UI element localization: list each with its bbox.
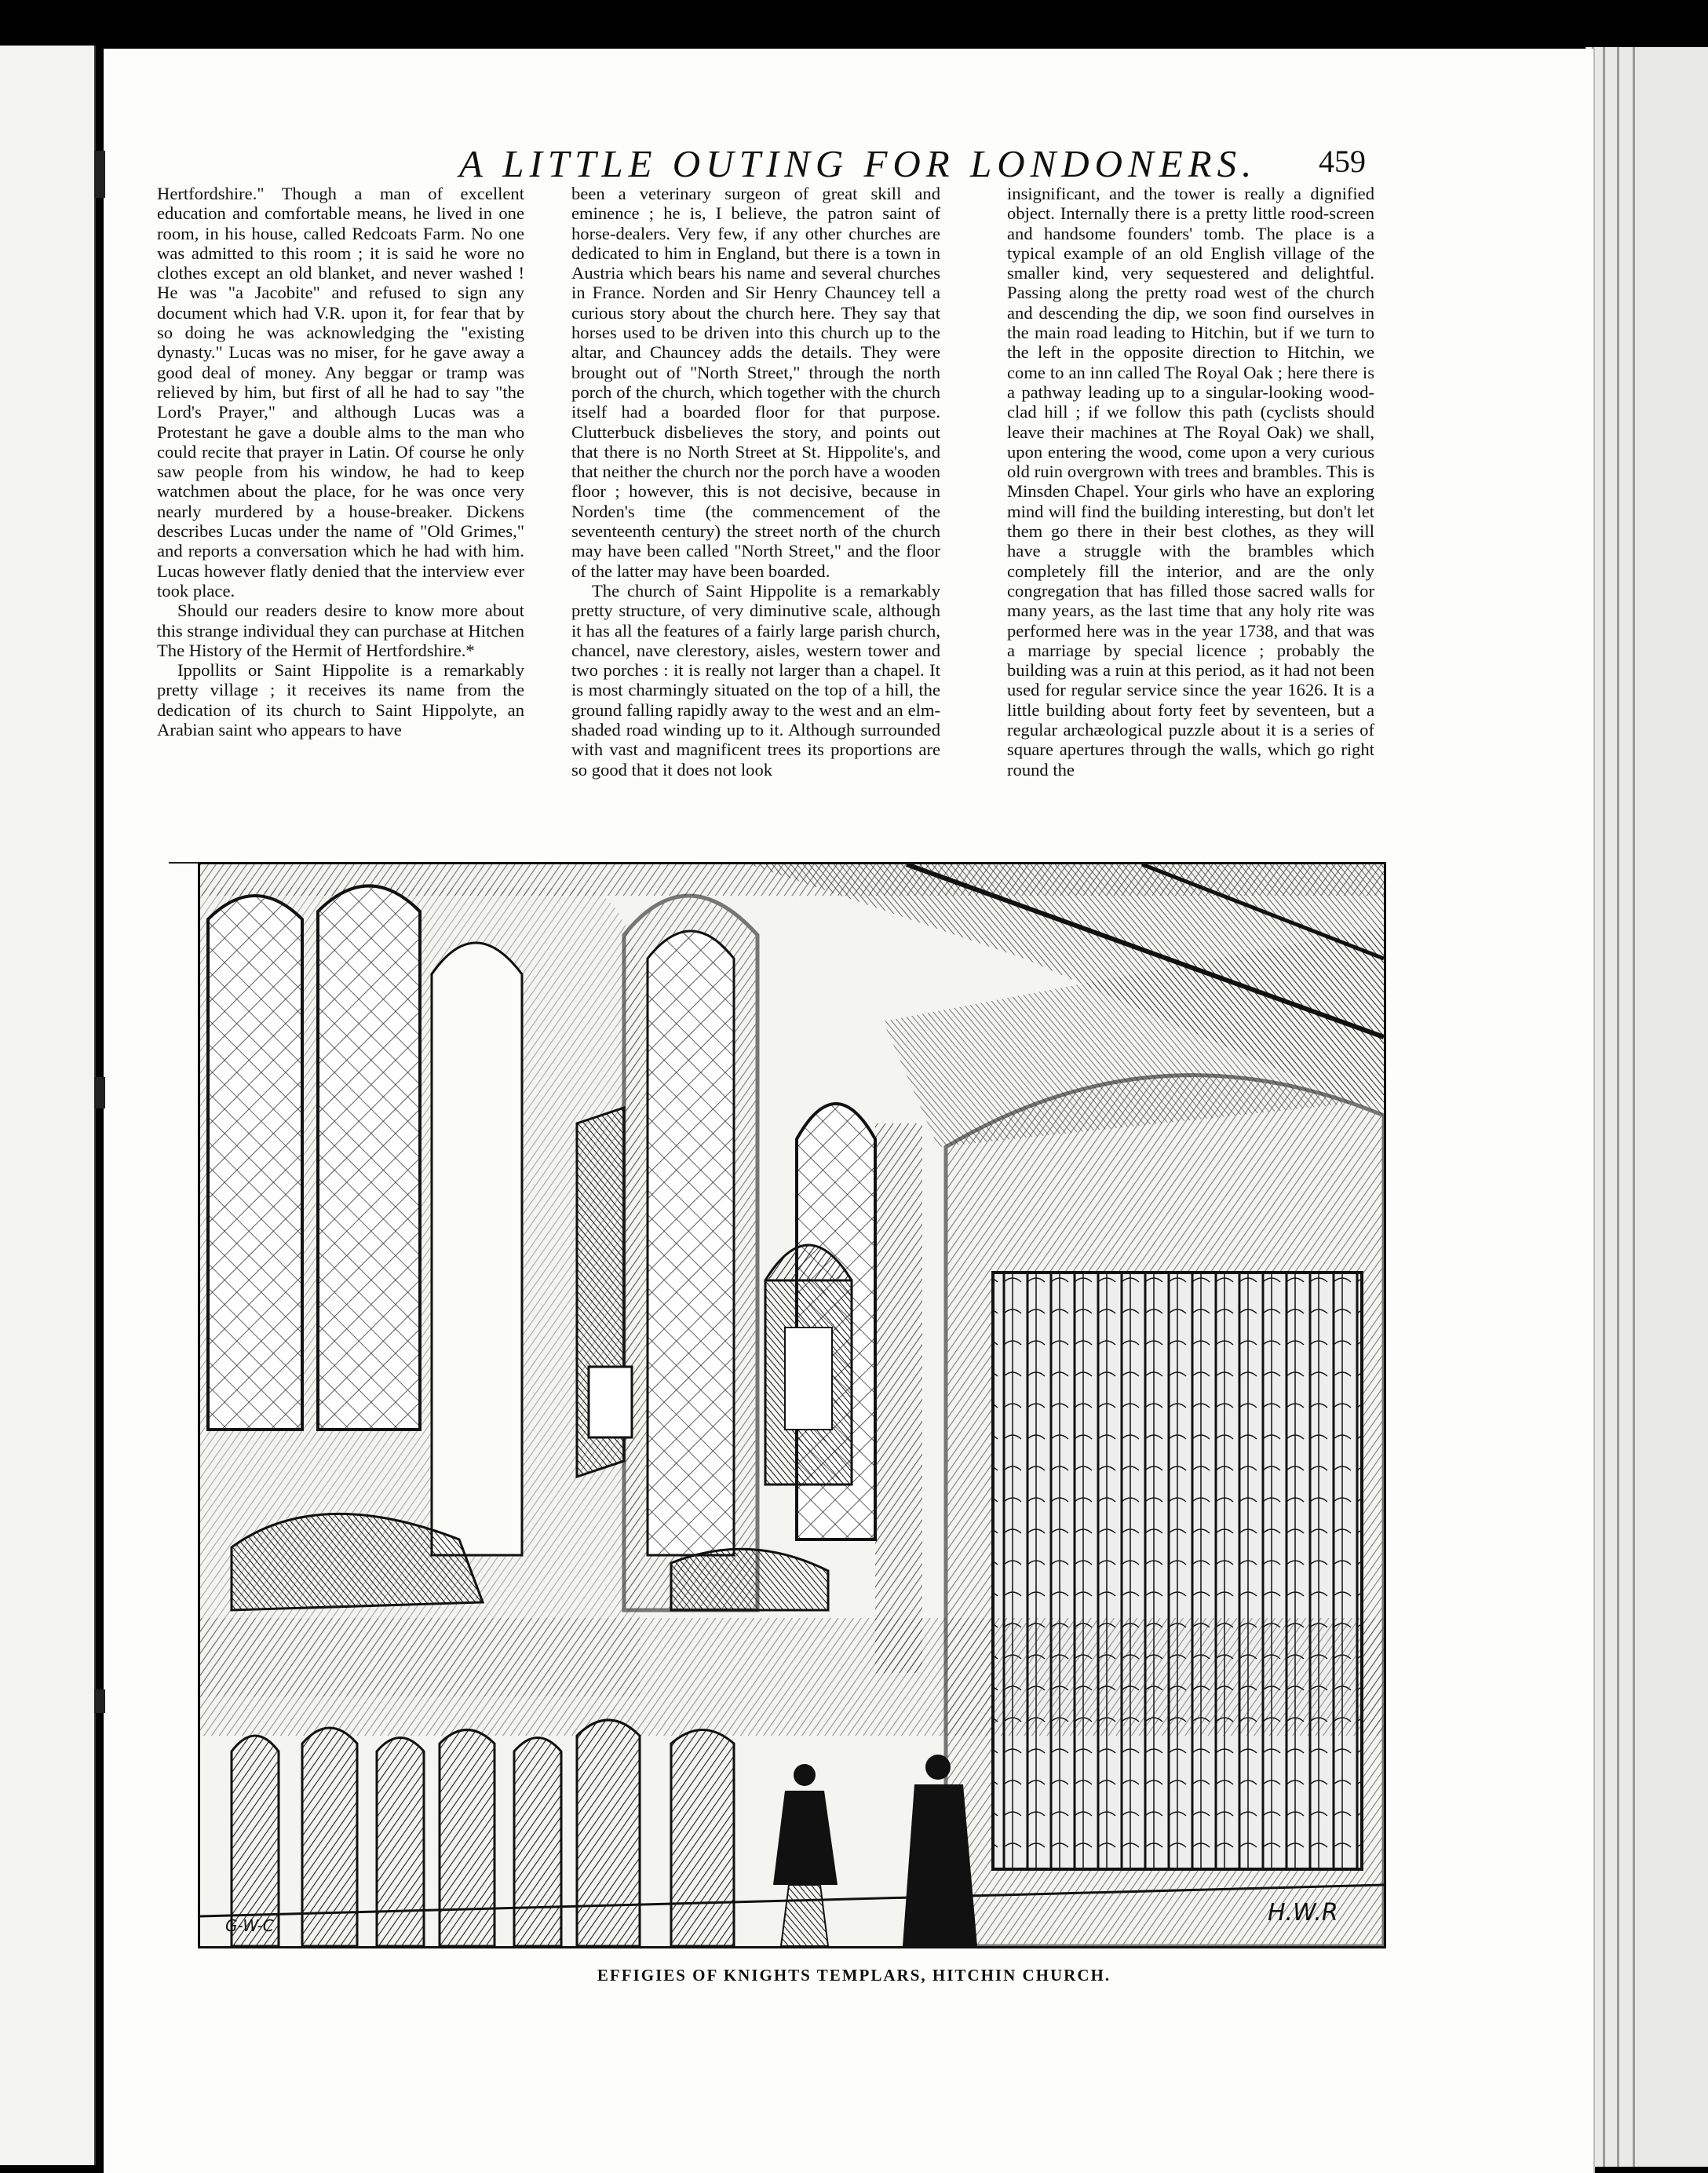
paragraph: Ippollits or Saint Hippolite is a remarkably pretty village ; it receives its name from the dedication of its church to Saint Hippolyte, an Arabian saint who appears to have [157,660,524,740]
paragraph: been a veterinary surgeon of great skill and eminence ; he is, I believe, the patron saint of horse-dealers. Very few, if any other churches are dedicated to him in England, but there is a town in Austria which bears his name and several churches in France. Norden and Sir Henry Chauncey tell a curious story about the church here. They say that horses used to be driven into this church up to the altar, and Chauncey adds the details. They were brought out of "North Street," through the north porch of the church, which together with the church itself had a boarded floor for that purpose. Clutterbuck disbelieves the story, and points out that there is no North Street at St. Hippolite's, and that neither the church nor the porch have a wooden floor ; however, this is not decisive, because in Norden's time (the commencement of the seventeenth century) the street north of the church may have been called "North Street," and the floor of the latter may have been boarded. [571,184,940,581]
engraving-drawing [200,864,1384,1946]
paragraph: insignificant, and the tower is really a dignified object. Internally there is a pretty little rood-screen and handsome founders' tomb. The place is a typical example of an old English village of the smaller kind, very sequestered and delightful. Passing along the pretty road west of the church and descending the dip, we soon find ourselves in the main road leading to Hitchin, but if we turn to the left in the opposite direction to Hitchin, we come to an inn called The Royal Oak ; here there is a pathway leading up to a singular-looking wood-clad hill ; if we follow this path (cyclists should leave their machines at The Royal Oak) we shall, upon entering the wood, come upon a very curious old ruin overgrown with trees and brambles. This is Minsden Chapel. Your girls who have an exploring mind will find the building interesting, but don't let them go there in their best clothes, as they will have a struggle with the brambles which completely fill the interior, and are the only congregation that has filled those sacred walls for many years, as the last time that any holy rite was performed here was in the year 1738, and that was a marriage by special licence ; probably the building was a ruin at this period, as it had not been used for regular service since the year 1626. It is a little building about forty feet by seventeen, but a regular archæological puzzle about it is a series of square apertures through the walls, which go right round the [1007,184,1374,780]
paragraph: Should our readers desire to know more about this strange individual they can purchase at Hitchen The History of the Hermit of Hertfordshire.* [157,601,524,660]
engraver-signature: G-W-C [225,1916,274,1935]
text-column-2 [571,184,940,780]
church-interior-engraving [198,862,1386,1948]
page-number: 459 [1319,144,1366,179]
text-column-3 [1007,184,1374,780]
page-stack-edge [1586,47,1708,2167]
illustration-caption: EFFIGIES OF KNIGHTS TEMPLARS, HITCHIN CHURCH. [597,1966,1111,1985]
running-title: A LITTLE OUTING FOR LONDONERS. [459,142,1257,185]
text-column-1 [157,184,524,740]
page-header [0,96,1708,185]
binding-mark [94,1077,105,1108]
paragraph: The church of Saint Hippolite is a remarkably pretty structure, of very diminutive scale, although it has all the features of a fairly large parish church, chancel, nave clerestory, aisles, western tower and two porches : it is really not larger than a chapel. It is most charmingly situated on the top of a hill, the ground falling rapidly away to the west and an elm-shaded road winding up to it. Although surrounded with vast and magnificent trees its proportions are so good that it does not look [571,580,940,780]
paragraph: Hertfordshire." Though a man of excellent education and comfortable means, he lived in one room, in his house, called Redcoats Farm. No one was admitted to this room ; it is said he wore no clothes except an old blanket, and never washed ! He was "a Jacobite" and refused to sign any document which had V.R. upon it, for fear that by so doing he was acknowledging the "existing dynasty." Lucas was no miser, for he gave away a good deal of money. Any beggar or tramp was relieved by him, but first of all he had to say "the Lord's Prayer," and although Lucas was a Protestant he gave a double alms to the man who could recite that prayer in Latin. Of course he only saw people from his window, he had to keep watchmen about the place, for he was once very nearly murdered by a house-breaker. Dickens describes Lucas under the name of "Old Grimes," and reports a conversation which he had with him. Lucas however flatly denied that the interview ever took place. [157,184,524,601]
artist-signature: H.W.R [1268,1899,1338,1926]
adjacent-page-left [0,46,96,2165]
binding-mark [94,1689,105,1713]
